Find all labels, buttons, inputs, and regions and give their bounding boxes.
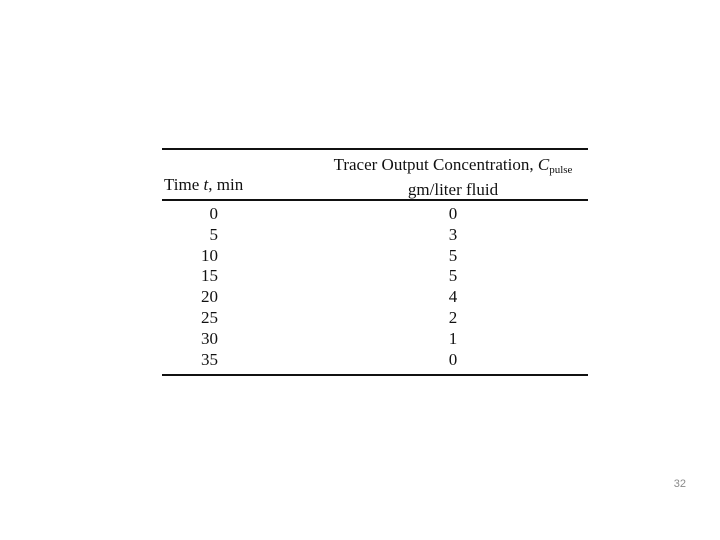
concentration-variable: C [537,155,550,174]
table-top-rule [162,148,588,150]
time-variable: t [203,175,209,194]
concentration-cell: 5 [448,245,458,265]
concentration-cell: 4 [448,287,458,307]
concentration-header-line1 [312,155,594,180]
time-column-header [164,175,243,195]
table-bottom-rule [162,374,588,376]
time-cell: 10 [201,245,218,265]
concentration-cell: 0 [448,349,458,369]
time-column [162,204,218,370]
time-cell: 15 [201,266,218,286]
concentration-cell: 2 [448,307,458,327]
time-cell: 5 [209,224,218,244]
time-header-prefix: Time [164,175,204,194]
page-number: 32 [673,478,686,490]
table-header-rule [162,199,588,201]
concentration-column-header [312,155,594,200]
time-cell: 20 [201,287,218,307]
concentration-cell: 3 [448,224,458,244]
time-cell: 25 [201,307,218,327]
time-header-suffix: , min [208,175,244,194]
concentration-cell: 0 [448,204,458,223]
time-cell: 35 [201,349,218,369]
concentration-cell: 1 [448,328,458,348]
time-cell: 0 [209,204,218,223]
concentration-cell: 5 [448,266,458,286]
concentration-column [442,204,464,370]
concentration-units: gm/liter fluid [407,180,499,199]
concentration-header-text: Tracer Output Concentration, [333,155,538,174]
time-cell: 30 [201,328,218,348]
concentration-subscript: pulse [549,164,573,176]
